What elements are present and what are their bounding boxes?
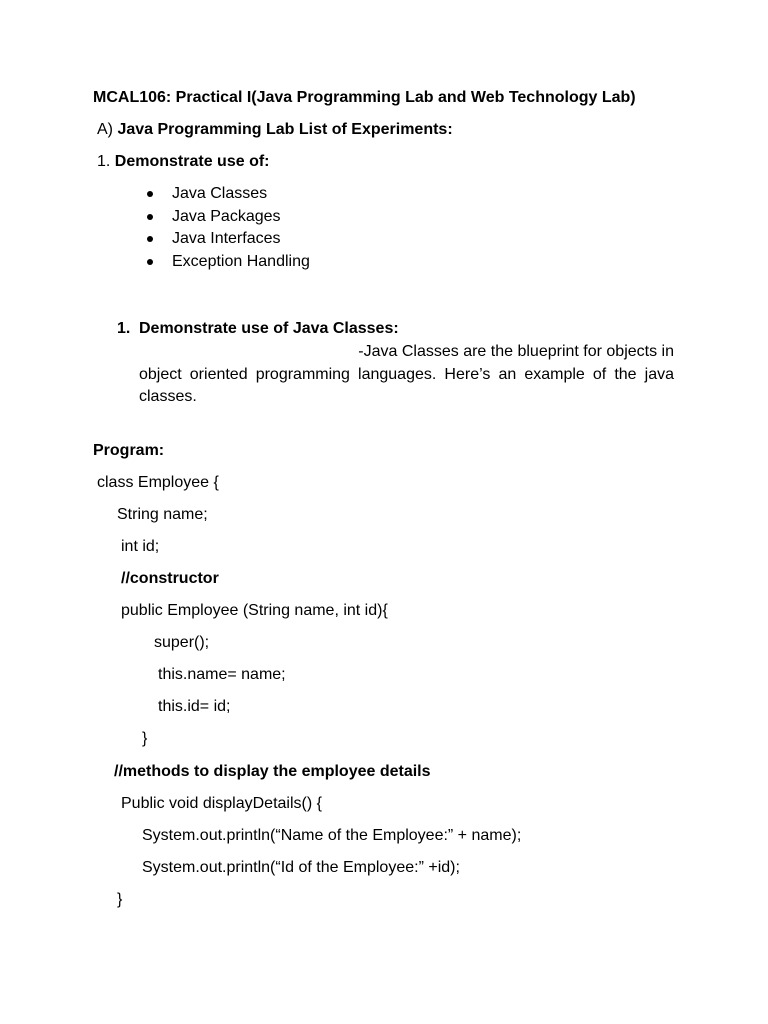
description-line-2: object oriented programming languages. Here’s an example of the java xyxy=(139,365,674,383)
code-line: this.name= name; xyxy=(158,666,286,683)
list-item: Java Classes xyxy=(147,183,310,206)
code-line: int id; xyxy=(121,538,160,555)
list-item: Java Interfaces xyxy=(147,228,310,251)
code-line: this.id= id; xyxy=(158,698,231,715)
code-line: System.out.println(“Name of the Employee:” + name); xyxy=(142,827,522,844)
code-line: public Employee (String name, int id){ xyxy=(121,602,388,619)
code-line: super(); xyxy=(154,634,210,651)
section-a-prefix: A) xyxy=(97,121,113,138)
bullet-icon xyxy=(147,214,153,220)
code-comment: //methods to display the employee details xyxy=(114,763,431,780)
description-paragraph xyxy=(139,341,674,409)
section-a-title: Java Programming Lab List of Experiments: xyxy=(117,121,453,138)
item1-heading xyxy=(97,152,270,172)
list-item: Exception Handling xyxy=(147,251,310,274)
document-title: MCAL106: Practical I(Java Programming Lab and Web Technology Lab) xyxy=(93,89,636,106)
code-line: } xyxy=(117,891,123,908)
list-item: Java Packages xyxy=(147,206,310,229)
numbered-heading: Demonstrate use of Java Classes: xyxy=(139,320,399,337)
code-line: class Employee { xyxy=(97,474,219,491)
description-line-3: classes. xyxy=(139,388,197,405)
code-line: System.out.println(“Id of the Employee:” +id); xyxy=(142,859,460,876)
description-line-1: -Java Classes are the blueprint for objects in xyxy=(358,343,674,360)
code-line: } xyxy=(142,730,148,747)
bullet-icon xyxy=(147,236,153,242)
bullet-icon xyxy=(147,191,153,197)
code-comment: //constructor xyxy=(121,570,219,587)
section-a-heading xyxy=(97,120,453,140)
item1-title: Demonstrate use of: xyxy=(114,153,270,170)
code-line: String name; xyxy=(117,506,208,523)
item1-prefix: 1. xyxy=(97,153,111,170)
program-label: Program: xyxy=(93,442,165,459)
experiment-bullet-list xyxy=(147,183,310,274)
code-line: Public void displayDetails() { xyxy=(121,795,322,812)
bullet-icon xyxy=(147,259,153,265)
numbered-heading-number: 1. xyxy=(117,320,131,337)
